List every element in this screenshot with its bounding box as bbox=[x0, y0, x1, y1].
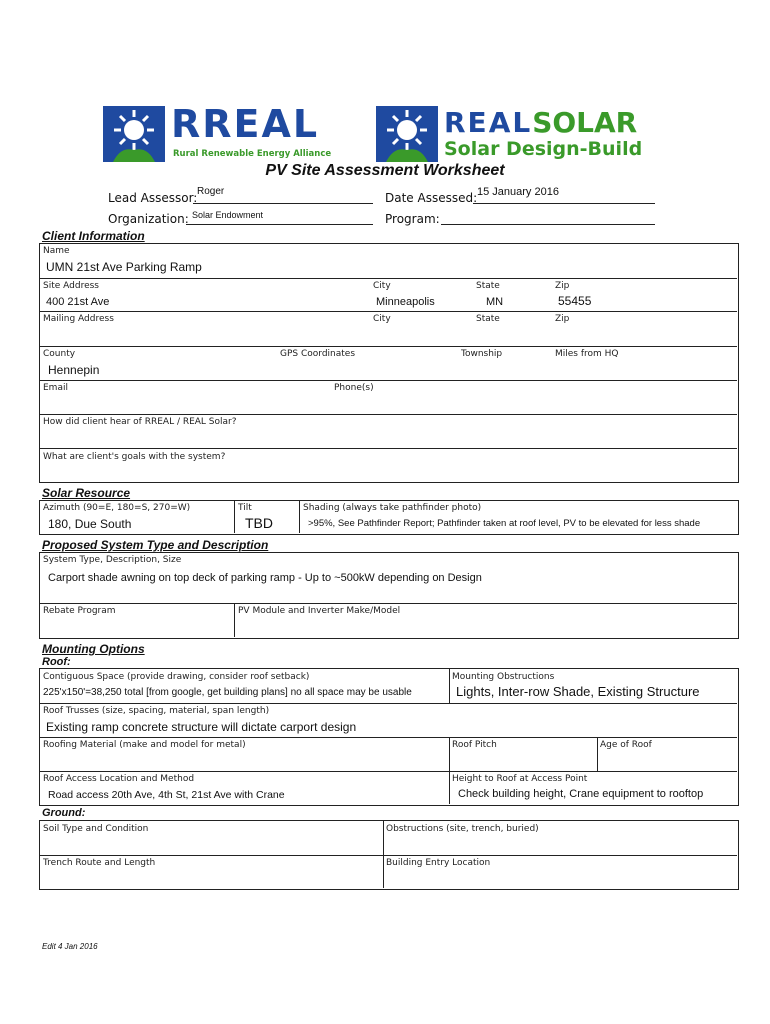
roof-age-label: Age of Roof bbox=[600, 740, 652, 750]
mailing-zip-label: Zip bbox=[555, 314, 570, 324]
mounting-obstructions-field[interactable]: Lights, Inter-row Shade, Existing Structure bbox=[456, 684, 700, 699]
county-field[interactable]: Hennepin bbox=[48, 363, 100, 377]
shading-field[interactable]: >95%, See Pathfinder Report; Pathfinder taken at roof level, PV to be elevated for less shade bbox=[308, 518, 701, 529]
name-field[interactable]: UMN 21st Ave Parking Ramp bbox=[46, 260, 202, 274]
ground-box bbox=[39, 820, 739, 890]
roof-access-label: Roof Access Location and Method bbox=[43, 774, 195, 784]
program-field[interactable] bbox=[441, 210, 655, 225]
county-label: County bbox=[43, 349, 76, 359]
client-info-title: Client Information bbox=[42, 229, 145, 243]
miles-from-hq-label: Miles from HQ bbox=[555, 349, 619, 359]
solar-resource-title: Solar Resource bbox=[42, 486, 131, 500]
lead-assessor-label: Lead Assessor: bbox=[108, 191, 198, 205]
edit-note: Edit 4 Jan 2016 bbox=[42, 942, 98, 951]
azimuth-label: Azimuth (90=E, 180=S, 270=W) bbox=[43, 503, 191, 513]
mounting-obstructions-label: Mounting Obstructions bbox=[452, 672, 555, 682]
ground-subtitle: Ground: bbox=[42, 807, 86, 819]
phone-label: Phone(s) bbox=[334, 383, 374, 393]
roof-trusses-field[interactable]: Existing ramp concrete structure will dictate carport design bbox=[46, 720, 357, 734]
rreal-logo bbox=[103, 104, 333, 164]
township-label: Township bbox=[461, 349, 503, 359]
date-assessed-label: Date Assessed: bbox=[385, 191, 478, 205]
program-label: Program: bbox=[385, 212, 440, 226]
organization-label: Organization: bbox=[108, 212, 189, 226]
sun-hands-icon bbox=[103, 106, 165, 162]
realsolar-tagline: Solar Design-Build bbox=[444, 138, 643, 160]
city-label: City bbox=[373, 281, 391, 291]
roof-pitch-label: Roof Pitch bbox=[452, 740, 497, 750]
lead-assessor-field[interactable] bbox=[193, 188, 373, 204]
roof-box bbox=[39, 668, 739, 806]
client-info-box bbox=[39, 243, 739, 483]
city-field[interactable]: Minneapolis bbox=[376, 296, 435, 308]
tilt-label: Tilt bbox=[238, 503, 252, 513]
organization-value: Solar Endowment bbox=[192, 210, 264, 220]
tilt-field[interactable]: TBD bbox=[245, 515, 273, 531]
rreal-tagline: Rural Renewable Energy Alliance bbox=[173, 149, 332, 159]
module-inverter-label: PV Module and Inverter Make/Model bbox=[238, 606, 401, 616]
email-label: Email bbox=[43, 383, 68, 393]
soil-type-label: Soil Type and Condition bbox=[43, 824, 149, 834]
mailing-state-label: State bbox=[476, 314, 500, 324]
roofing-material-label: Roofing Material (make and model for metal) bbox=[43, 740, 246, 750]
realsolar-logo bbox=[376, 104, 656, 164]
state-label: State bbox=[476, 281, 500, 291]
contiguous-space-field[interactable]: 225'x150'=38,250 total [from google, get building plans] no all space may be usable bbox=[43, 687, 412, 698]
sun-hands-icon bbox=[376, 106, 438, 162]
contiguous-space-label: Contiguous Space (provide drawing, consider roof setback) bbox=[43, 672, 310, 682]
height-to-roof-field[interactable]: Check building height, Crane equipment to rooftop bbox=[458, 788, 704, 800]
site-address-label: Site Address bbox=[43, 281, 99, 291]
realsolar-solar: SOLAR bbox=[532, 106, 638, 139]
hear-about-label: How did client hear of RREAL / REAL Solar? bbox=[43, 417, 237, 427]
realsolar-real: REAL bbox=[444, 106, 533, 139]
ground-obstructions-label: Obstructions (site, trench, buried) bbox=[386, 824, 539, 834]
state-field[interactable]: MN bbox=[486, 296, 504, 308]
client-goals-label: What are client's goals with the system? bbox=[43, 452, 226, 462]
zip-label: Zip bbox=[555, 281, 570, 291]
gps-label: GPS Coordinates bbox=[280, 349, 356, 359]
zip-field[interactable]: 55455 bbox=[558, 294, 592, 308]
system-type-label: System Type, Description, Size bbox=[43, 555, 182, 565]
date-assessed-value: 15 January 2016 bbox=[477, 186, 559, 198]
proposed-system-box bbox=[39, 552, 739, 639]
roof-trusses-label: Roof Trusses (size, spacing, material, span length) bbox=[43, 706, 270, 716]
mailing-address-label: Mailing Address bbox=[43, 314, 114, 324]
mounting-options-title: Mounting Options bbox=[42, 642, 145, 656]
rreal-wordmark: RREAL bbox=[171, 102, 320, 146]
trench-route-label: Trench Route and Length bbox=[43, 858, 156, 868]
rebate-program-label: Rebate Program bbox=[43, 606, 116, 616]
organization-field[interactable] bbox=[186, 210, 373, 225]
height-to-roof-label: Height to Roof at Access Point bbox=[452, 774, 588, 784]
mailing-city-label: City bbox=[373, 314, 391, 324]
building-entry-label: Building Entry Location bbox=[386, 858, 491, 868]
site-address-field[interactable]: 400 21st Ave bbox=[46, 296, 110, 308]
realsolar-wordmark bbox=[444, 106, 637, 139]
azimuth-field[interactable]: 180, Due South bbox=[48, 517, 132, 531]
roof-subtitle: Roof: bbox=[42, 656, 71, 668]
solar-resource-box bbox=[39, 500, 739, 535]
proposed-system-title: Proposed System Type and Description bbox=[42, 538, 269, 552]
date-assessed-field[interactable] bbox=[473, 188, 655, 204]
name-label: Name bbox=[43, 246, 70, 256]
lead-assessor-value: Roger bbox=[197, 186, 225, 197]
roof-access-field[interactable]: Road access 20th Ave, 4th St, 21st Ave with Crane bbox=[48, 789, 285, 801]
shading-label: Shading (always take pathfinder photo) bbox=[303, 503, 482, 513]
system-type-field[interactable]: Carport shade awning on top deck of parking ramp - Up to ~500kW depending on Design bbox=[48, 572, 482, 584]
page-title: PV Site Assessment Worksheet bbox=[265, 162, 505, 179]
